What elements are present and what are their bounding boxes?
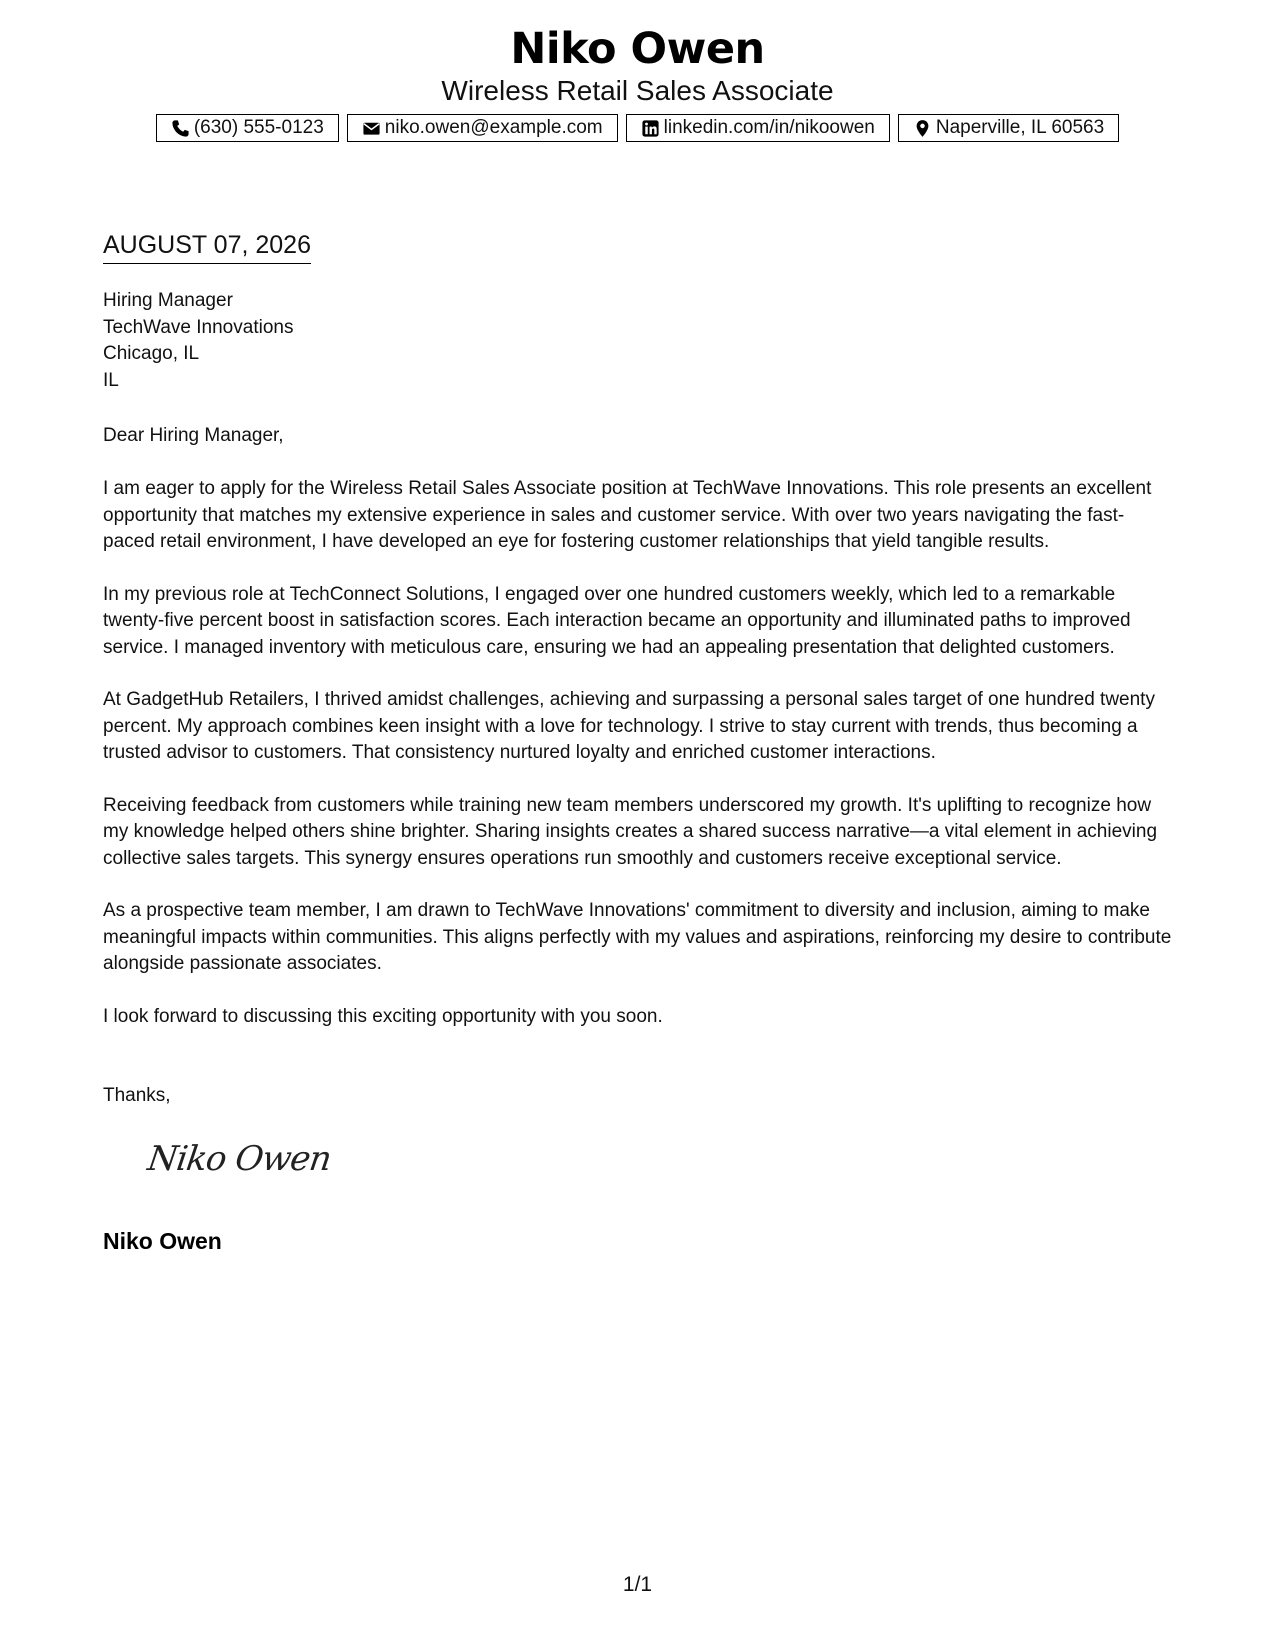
phone-icon [171, 119, 190, 138]
recipient-line: IL [103, 369, 119, 391]
applicant-title: Wireless Retail Sales Associate [441, 75, 834, 106]
contact-bar [0, 114, 1275, 142]
body-paragraph: I am eager to apply for the Wireless Retail Sales Associate position at TechWave Innovations. This role presents an excellent opportunity that matches my extensive experience in sales and customer service. With over two years navigating the fast-paced retail environment, I have developed an eye for fostering customer relationships that yield tangible results. [103, 478, 1152, 552]
contact-location-text: Naperville, IL 60563 [935, 117, 1105, 138]
recipient-line: Hiring Manager [103, 290, 233, 311]
recipient-line: TechWave Innovations [103, 316, 294, 338]
contact-linkedin-text: linkedin.com/in/nikoowen [663, 117, 875, 138]
envelope-icon [362, 119, 381, 138]
closing: Thanks, [103, 1085, 171, 1106]
salutation: Dear Hiring Manager, [103, 425, 284, 446]
recipient-line: Chicago, IL [103, 343, 200, 364]
page-number: 1/1 [622, 1573, 653, 1596]
linkedin-icon [641, 119, 660, 138]
body-paragraph: In my previous role at TechConnect Solutions, I engaged over one hundred customers weekly, which led to a remarkable twenty-five percent boost in satisfaction scores. Each interaction became an opportunity and illuminated paths to improved service. I managed inventory with meticulous care, ensuring we had an appealing presentation that delighted customers. [103, 583, 1131, 658]
body-paragraph: As a prospective team member, I am drawn to TechWave Innovations' commitment to diversity and inclusion, aiming to make meaningful impacts within communities. This aligns perfectly with my values and aspirations, reinforcing my desire to contribute alongside passionate associates. [103, 900, 1172, 974]
recipient-block [103, 288, 293, 394]
body-paragraph: I look forward to discussing this exciting opportunity with you soon. [103, 1005, 663, 1027]
letter-date: AUGUST 07, 2026 [103, 229, 311, 264]
letter-body [103, 476, 1173, 1056]
signer-name: Niko Owen [103, 1228, 222, 1254]
handwritten-signature: Niko Owen [145, 1139, 334, 1179]
letter-header [0, 22, 1275, 108]
body-paragraph: Receiving feedback from customers while training new team members underscored my growth. It's uplifting to recognize how my knowledge helped others shine brighter. Sharing insights creates a shared success narrative—a vital element in achieving collective sales targets. This synergy ensures operations run smoothly and customers receive exceptional service. [103, 794, 1158, 869]
contact-linkedin[interactable] [626, 114, 890, 142]
contact-phone-text: (630) 555-0123 [193, 117, 324, 138]
contact-email-text: niko.owen@example.com [384, 117, 603, 138]
applicant-name: Niko Owen [510, 24, 765, 74]
contact-phone [156, 114, 339, 142]
body-paragraph: At GadgetHub Retailers, I thrived amidst challenges, achieving and surpassing a personal sales target of one hundred twenty percent. My approach combines keen insight with a love for technology. I strive to stay current with trends, thus becoming a trusted advisor to customers. That consistency nurtured loyalty and enriched customer interactions. [103, 689, 1155, 763]
contact-email[interactable] [347, 114, 618, 142]
map-marker-icon [913, 119, 932, 138]
contact-location [898, 114, 1119, 142]
